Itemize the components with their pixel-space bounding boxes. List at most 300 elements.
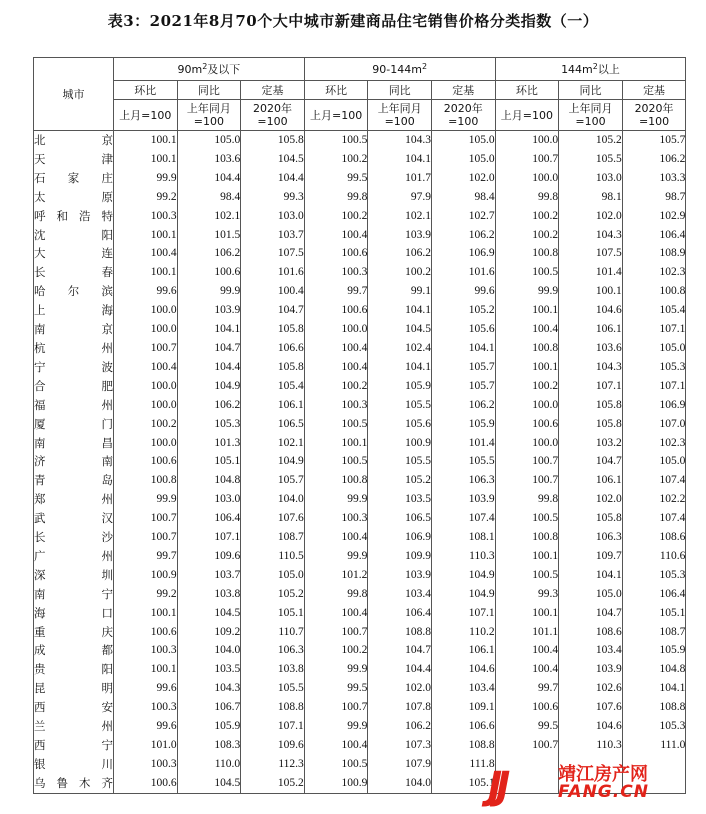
index-value: 110.3 bbox=[431, 547, 495, 566]
index-value: 108.9 bbox=[622, 244, 686, 263]
index-value: 104.6 bbox=[431, 660, 495, 679]
index-value: 105.0 bbox=[431, 131, 495, 150]
index-value: 104.4 bbox=[368, 660, 432, 679]
index-value: 105.2 bbox=[241, 585, 305, 604]
table-row bbox=[34, 641, 686, 660]
index-value: 100.7 bbox=[304, 698, 368, 717]
index-value: 99.6 bbox=[114, 282, 178, 301]
index-value: 99.9 bbox=[114, 169, 178, 188]
base-header-2020: 2020年=100 bbox=[241, 100, 305, 131]
index-value: 106.2 bbox=[177, 396, 241, 415]
index-value: 100.6 bbox=[304, 301, 368, 320]
index-value: 105.1 bbox=[241, 604, 305, 623]
index-value: 100.4 bbox=[114, 244, 178, 263]
sub-header-fixed-base: 定基 bbox=[241, 81, 305, 100]
index-value: 100.9 bbox=[114, 566, 178, 585]
index-value: 98.4 bbox=[431, 188, 495, 207]
index-value: 104.1 bbox=[177, 320, 241, 339]
index-value: 100.0 bbox=[304, 320, 368, 339]
index-value: 105.8 bbox=[241, 320, 305, 339]
index-value: 111.8 bbox=[431, 755, 495, 774]
index-value: 103.9 bbox=[177, 301, 241, 320]
base-header-last-month: 上月=100 bbox=[114, 100, 178, 131]
index-value: 105.2 bbox=[431, 301, 495, 320]
index-value: 104.0 bbox=[241, 490, 305, 509]
index-value: 104.1 bbox=[368, 358, 432, 377]
index-value: 106.1 bbox=[241, 396, 305, 415]
index-value: 105.5 bbox=[241, 679, 305, 698]
index-value: 110.5 bbox=[241, 547, 305, 566]
city-name: 沈阳 bbox=[34, 226, 114, 245]
index-value: 99.3 bbox=[495, 585, 559, 604]
city-name: 呼和浩特 bbox=[34, 207, 114, 226]
city-name: 厦门 bbox=[34, 415, 114, 434]
city-name: 海口 bbox=[34, 604, 114, 623]
index-value: 106.1 bbox=[559, 320, 623, 339]
index-value: 101.3 bbox=[177, 434, 241, 453]
index-value: 103.5 bbox=[368, 490, 432, 509]
index-value: 105.0 bbox=[559, 585, 623, 604]
index-value: 103.0 bbox=[241, 207, 305, 226]
index-value: 104.1 bbox=[431, 339, 495, 358]
index-value: 107.6 bbox=[241, 509, 305, 528]
index-value: 105.6 bbox=[431, 320, 495, 339]
index-value: 110.6 bbox=[622, 547, 686, 566]
index-value: 103.4 bbox=[431, 679, 495, 698]
index-value: 106.2 bbox=[368, 717, 432, 736]
index-value: 104.6 bbox=[559, 301, 623, 320]
index-value: 100.1 bbox=[495, 358, 559, 377]
sub-header-mom: 环比 bbox=[114, 81, 178, 100]
city-name: 成都 bbox=[34, 641, 114, 660]
table-row bbox=[34, 509, 686, 528]
index-value: 108.7 bbox=[241, 528, 305, 547]
table-body bbox=[34, 131, 686, 794]
index-value: 105.3 bbox=[622, 358, 686, 377]
watermark-site-name: 靖江房产网 bbox=[558, 764, 648, 785]
index-value: 105.9 bbox=[177, 717, 241, 736]
index-value: 106.3 bbox=[559, 528, 623, 547]
table-row bbox=[34, 207, 686, 226]
index-value: 103.2 bbox=[559, 434, 623, 453]
index-value: 102.0 bbox=[368, 679, 432, 698]
index-value: 99.9 bbox=[304, 660, 368, 679]
city-name: 福州 bbox=[34, 396, 114, 415]
index-value: 100.4 bbox=[304, 736, 368, 755]
index-value: 107.1 bbox=[559, 377, 623, 396]
table-row bbox=[34, 263, 686, 282]
table-row bbox=[34, 358, 686, 377]
index-value: 100.3 bbox=[114, 641, 178, 660]
index-value: 103.5 bbox=[177, 660, 241, 679]
index-value: 106.4 bbox=[622, 226, 686, 245]
index-value: 109.2 bbox=[177, 623, 241, 642]
watermark-domain: FANG.CN bbox=[558, 782, 649, 802]
index-value: 100.4 bbox=[495, 641, 559, 660]
index-value: 101.7 bbox=[368, 169, 432, 188]
index-value: 106.2 bbox=[431, 226, 495, 245]
index-value: 101.6 bbox=[431, 263, 495, 282]
site-watermark bbox=[488, 758, 688, 806]
index-value: 100.4 bbox=[304, 226, 368, 245]
index-value: 106.6 bbox=[241, 339, 305, 358]
index-value: 105.1 bbox=[431, 774, 495, 793]
index-value: 99.7 bbox=[114, 547, 178, 566]
index-value: 100.5 bbox=[495, 509, 559, 528]
index-value: 105.7 bbox=[241, 471, 305, 490]
index-value: 100.1 bbox=[114, 226, 178, 245]
index-value: 99.9 bbox=[495, 282, 559, 301]
index-value: 107.3 bbox=[368, 736, 432, 755]
base-header-last-month: 上月=100 bbox=[304, 100, 368, 131]
index-value: 104.4 bbox=[177, 358, 241, 377]
city-name: 上海 bbox=[34, 301, 114, 320]
index-value: 104.1 bbox=[559, 566, 623, 585]
index-value: 105.3 bbox=[622, 717, 686, 736]
table-row bbox=[34, 717, 686, 736]
index-value: 100.6 bbox=[114, 452, 178, 471]
index-value: 100.0 bbox=[495, 396, 559, 415]
index-value: 100.4 bbox=[304, 528, 368, 547]
index-value: 102.3 bbox=[622, 263, 686, 282]
index-value: 99.2 bbox=[114, 585, 178, 604]
index-value: 100.3 bbox=[304, 396, 368, 415]
index-value: 106.5 bbox=[368, 509, 432, 528]
base-header-2020: 2020年=100 bbox=[431, 100, 495, 131]
index-value: 105.4 bbox=[241, 377, 305, 396]
index-value: 104.3 bbox=[559, 226, 623, 245]
table-row bbox=[34, 679, 686, 698]
index-value: 100.9 bbox=[304, 774, 368, 793]
index-value: 99.6 bbox=[114, 717, 178, 736]
index-value: 108.6 bbox=[622, 528, 686, 547]
index-value: 100.2 bbox=[495, 207, 559, 226]
index-value: 104.3 bbox=[177, 679, 241, 698]
index-value: 99.1 bbox=[368, 282, 432, 301]
city-name: 南宁 bbox=[34, 585, 114, 604]
table-row bbox=[34, 585, 686, 604]
index-value: 100.7 bbox=[114, 339, 178, 358]
index-value: 103.0 bbox=[559, 169, 623, 188]
table-row bbox=[34, 547, 686, 566]
index-value: 104.0 bbox=[368, 774, 432, 793]
index-value: 99.8 bbox=[304, 585, 368, 604]
index-value: 100.5 bbox=[304, 452, 368, 471]
city-name: 西宁 bbox=[34, 736, 114, 755]
index-value: 99.8 bbox=[304, 188, 368, 207]
index-value: 110.7 bbox=[241, 623, 305, 642]
index-value: 104.1 bbox=[368, 150, 432, 169]
index-value: 106.1 bbox=[431, 641, 495, 660]
index-value: 100.2 bbox=[304, 207, 368, 226]
city-name: 太原 bbox=[34, 188, 114, 207]
index-value: 101.4 bbox=[431, 434, 495, 453]
index-value: 107.1 bbox=[622, 320, 686, 339]
index-value: 104.9 bbox=[177, 377, 241, 396]
index-value: 99.5 bbox=[304, 679, 368, 698]
index-value: 98.4 bbox=[177, 188, 241, 207]
index-value: 101.6 bbox=[241, 263, 305, 282]
city-name: 广州 bbox=[34, 547, 114, 566]
index-value: 100.1 bbox=[114, 604, 178, 623]
table-row bbox=[34, 452, 686, 471]
index-value: 98.7 bbox=[622, 188, 686, 207]
index-value: 103.9 bbox=[559, 660, 623, 679]
index-value: 100.3 bbox=[304, 263, 368, 282]
index-value: 103.7 bbox=[241, 226, 305, 245]
index-value: 101.1 bbox=[495, 623, 559, 642]
index-value: 100.1 bbox=[559, 282, 623, 301]
table-row bbox=[34, 226, 686, 245]
sub-header-yoy: 同比 bbox=[559, 81, 623, 100]
index-value: 105.4 bbox=[622, 301, 686, 320]
index-value: 105.5 bbox=[431, 452, 495, 471]
index-value: 104.7 bbox=[559, 452, 623, 471]
index-value: 100.6 bbox=[177, 263, 241, 282]
index-value: 104.7 bbox=[368, 641, 432, 660]
index-value: 104.9 bbox=[241, 452, 305, 471]
base-header-last-year: 上年同月=100 bbox=[368, 100, 432, 131]
index-value: 100.2 bbox=[368, 263, 432, 282]
index-value: 108.6 bbox=[559, 623, 623, 642]
index-value: 100.4 bbox=[241, 282, 305, 301]
index-value: 105.0 bbox=[622, 339, 686, 358]
table-row bbox=[34, 415, 686, 434]
index-value: 100.0 bbox=[114, 377, 178, 396]
sub-header-mom: 环比 bbox=[495, 81, 559, 100]
index-value: 100.8 bbox=[495, 528, 559, 547]
index-value: 110.2 bbox=[431, 623, 495, 642]
index-value: 100.0 bbox=[495, 434, 559, 453]
index-value: 99.9 bbox=[114, 490, 178, 509]
index-value: 105.1 bbox=[177, 452, 241, 471]
index-value: 100.1 bbox=[495, 301, 559, 320]
index-value: 99.8 bbox=[495, 188, 559, 207]
index-value: 106.2 bbox=[431, 396, 495, 415]
index-value: 105.9 bbox=[431, 415, 495, 434]
index-value: 103.4 bbox=[559, 641, 623, 660]
index-value: 103.8 bbox=[177, 585, 241, 604]
base-header-last-year: 上年同月=100 bbox=[177, 100, 241, 131]
index-value: 100.7 bbox=[495, 150, 559, 169]
city-name: 南昌 bbox=[34, 434, 114, 453]
index-value: 106.7 bbox=[177, 698, 241, 717]
index-value: 105.3 bbox=[177, 415, 241, 434]
table-row bbox=[34, 604, 686, 623]
group-header-medium: $90-144m^2$ bbox=[304, 58, 495, 81]
index-value: 102.3 bbox=[622, 434, 686, 453]
table-row bbox=[34, 169, 686, 188]
index-value: 98.1 bbox=[559, 188, 623, 207]
city-name: 长沙 bbox=[34, 528, 114, 547]
index-value: 100.2 bbox=[495, 377, 559, 396]
group-header-small: $90m^2$及以下 bbox=[114, 58, 305, 81]
index-value: 100.0 bbox=[114, 396, 178, 415]
index-value: 102.7 bbox=[431, 207, 495, 226]
index-value: 104.5 bbox=[177, 604, 241, 623]
index-value: 108.8 bbox=[368, 623, 432, 642]
index-value: 100.3 bbox=[114, 207, 178, 226]
index-value: 100.6 bbox=[114, 623, 178, 642]
index-value: 103.3 bbox=[622, 169, 686, 188]
index-value: 100.1 bbox=[495, 547, 559, 566]
index-value: 105.2 bbox=[241, 774, 305, 793]
index-value: 101.5 bbox=[177, 226, 241, 245]
index-value: 102.1 bbox=[368, 207, 432, 226]
city-name: 济南 bbox=[34, 452, 114, 471]
index-value: 100.0 bbox=[114, 320, 178, 339]
index-value: 104.5 bbox=[177, 774, 241, 793]
index-value: 100.8 bbox=[495, 244, 559, 263]
index-value: 104.6 bbox=[559, 717, 623, 736]
index-value: 109.6 bbox=[177, 547, 241, 566]
table-row bbox=[34, 301, 686, 320]
index-value: 104.8 bbox=[622, 660, 686, 679]
index-value: 100.4 bbox=[304, 339, 368, 358]
index-value: 105.5 bbox=[368, 396, 432, 415]
index-value: 103.9 bbox=[368, 226, 432, 245]
index-value: 100.7 bbox=[114, 509, 178, 528]
index-value: 104.9 bbox=[431, 566, 495, 585]
table-row bbox=[34, 660, 686, 679]
index-value: 102.1 bbox=[177, 207, 241, 226]
index-value: 104.7 bbox=[559, 604, 623, 623]
index-value: 100.7 bbox=[304, 623, 368, 642]
index-value: 108.8 bbox=[622, 698, 686, 717]
index-value: 100.1 bbox=[114, 660, 178, 679]
city-name: 长春 bbox=[34, 263, 114, 282]
index-value: 103.6 bbox=[559, 339, 623, 358]
index-value: 103.7 bbox=[177, 566, 241, 585]
index-value: 106.2 bbox=[368, 244, 432, 263]
index-value: 100.7 bbox=[114, 528, 178, 547]
index-value: 105.5 bbox=[559, 150, 623, 169]
city-name: 银川 bbox=[34, 755, 114, 774]
index-value: 100.4 bbox=[114, 358, 178, 377]
city-name: 武汉 bbox=[34, 509, 114, 528]
city-name: 宁波 bbox=[34, 358, 114, 377]
index-value: 100.4 bbox=[495, 320, 559, 339]
index-value: 100.1 bbox=[114, 263, 178, 282]
index-value: 105.9 bbox=[622, 641, 686, 660]
index-value: 105.8 bbox=[559, 415, 623, 434]
base-header-last-year: 上年同月=100 bbox=[559, 100, 623, 131]
index-value: 104.0 bbox=[177, 641, 241, 660]
index-value: 105.1 bbox=[622, 604, 686, 623]
index-value: 100.5 bbox=[304, 131, 368, 150]
index-value: 99.9 bbox=[177, 282, 241, 301]
index-value: 108.1 bbox=[431, 528, 495, 547]
index-value: 110.3 bbox=[559, 736, 623, 755]
table-row bbox=[34, 471, 686, 490]
index-value: 102.0 bbox=[431, 169, 495, 188]
index-value: 105.2 bbox=[368, 471, 432, 490]
table-row bbox=[34, 736, 686, 755]
index-value: 105.7 bbox=[431, 358, 495, 377]
table-row bbox=[34, 623, 686, 642]
table-row bbox=[34, 528, 686, 547]
index-value: 99.5 bbox=[495, 717, 559, 736]
city-name: 深圳 bbox=[34, 566, 114, 585]
index-value: 108.7 bbox=[622, 623, 686, 642]
index-value: 99.7 bbox=[304, 282, 368, 301]
table-row bbox=[34, 377, 686, 396]
index-value: 104.7 bbox=[177, 339, 241, 358]
sub-header-yoy: 同比 bbox=[368, 81, 432, 100]
index-value: 102.0 bbox=[559, 207, 623, 226]
index-value: 100.7 bbox=[495, 471, 559, 490]
index-value: 102.9 bbox=[622, 207, 686, 226]
index-value: 104.4 bbox=[177, 169, 241, 188]
index-value: 106.4 bbox=[622, 585, 686, 604]
index-value: 100.1 bbox=[495, 604, 559, 623]
index-value: 106.6 bbox=[431, 717, 495, 736]
index-value: 110.0 bbox=[177, 755, 241, 774]
index-value: 100.3 bbox=[114, 755, 178, 774]
table-row bbox=[34, 131, 686, 150]
index-value: 103.4 bbox=[368, 585, 432, 604]
table-row bbox=[34, 396, 686, 415]
index-value: 99.2 bbox=[114, 188, 178, 207]
index-value: 108.3 bbox=[177, 736, 241, 755]
index-value: 102.2 bbox=[622, 490, 686, 509]
index-value: 104.9 bbox=[431, 585, 495, 604]
index-value: 99.9 bbox=[304, 717, 368, 736]
city-name: 青岛 bbox=[34, 471, 114, 490]
index-value: 100.1 bbox=[304, 434, 368, 453]
table-row bbox=[34, 244, 686, 263]
index-value: 105.7 bbox=[622, 131, 686, 150]
index-value: 107.9 bbox=[368, 755, 432, 774]
index-value: 99.7 bbox=[495, 679, 559, 698]
index-value: 104.1 bbox=[622, 679, 686, 698]
index-value: 105.0 bbox=[177, 131, 241, 150]
index-value: 105.0 bbox=[622, 452, 686, 471]
index-value: 99.8 bbox=[495, 490, 559, 509]
index-value: 103.8 bbox=[241, 660, 305, 679]
index-value: 100.7 bbox=[495, 452, 559, 471]
index-value: 107.1 bbox=[177, 528, 241, 547]
city-name: 兰州 bbox=[34, 717, 114, 736]
city-name: 乌鲁木齐 bbox=[34, 774, 114, 793]
index-value: 100.7 bbox=[495, 736, 559, 755]
index-value: 105.2 bbox=[559, 131, 623, 150]
city-name: 哈尔滨 bbox=[34, 282, 114, 301]
index-value: 105.8 bbox=[241, 358, 305, 377]
index-value: 100.4 bbox=[304, 358, 368, 377]
index-value: 104.5 bbox=[368, 320, 432, 339]
index-value: 107.1 bbox=[241, 717, 305, 736]
table-title: 表3：2021年8月70个大中城市新建商品住宅销售价格分类指数（一） bbox=[107, 12, 599, 30]
index-value: 101.0 bbox=[114, 736, 178, 755]
table-row bbox=[34, 698, 686, 717]
base-header-last-month: 上月=100 bbox=[495, 100, 559, 131]
index-value: 105.8 bbox=[559, 509, 623, 528]
index-value: 101.4 bbox=[559, 263, 623, 282]
index-value: 106.4 bbox=[368, 604, 432, 623]
index-value: 105.3 bbox=[622, 566, 686, 585]
table-row bbox=[34, 490, 686, 509]
price-index-table bbox=[33, 57, 686, 794]
index-value: 106.9 bbox=[431, 244, 495, 263]
index-value: 105.8 bbox=[241, 131, 305, 150]
index-value: 103.0 bbox=[177, 490, 241, 509]
index-value: 106.9 bbox=[368, 528, 432, 547]
index-value: 100.0 bbox=[495, 131, 559, 150]
index-value: 100.4 bbox=[495, 660, 559, 679]
group-header-large: $144m^2$以上 bbox=[495, 58, 686, 81]
index-value: 107.0 bbox=[622, 415, 686, 434]
